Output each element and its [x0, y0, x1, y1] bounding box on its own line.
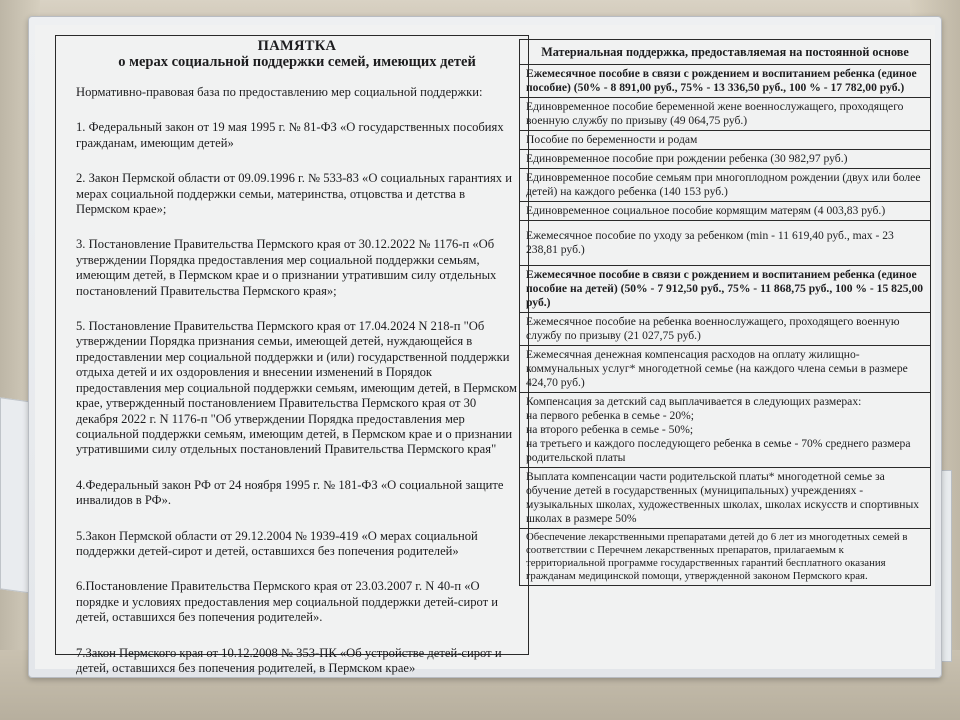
table-row — [520, 346, 931, 393]
table-header-row — [520, 40, 931, 65]
kindergarten-first: на первого ребенка в семье - 20%; — [526, 409, 694, 422]
table-row — [520, 131, 931, 150]
table-row — [520, 221, 931, 266]
law-item: 7.Закон Пермского края от 10.12.2008 № 353-ПК «Об устройстве детей-сирот и детей, оставшихся без попечения родителей, в Пермском крае» — [76, 645, 502, 675]
law-item: 2. Закон Пермской области от 09.09.1996 г. № 533-83 «О социальных гарантиях и мерах социальной поддержки семьи, материнства, отцовства и детства в Пермском крае»; — [76, 171, 512, 217]
table-row — [520, 529, 931, 586]
memo-subtitle: о мерах социальной поддержки семей, имеющих детей — [118, 54, 476, 70]
table-cell: Единовременное пособие беременной жене военнослужащего, проходящего военную службу по призыву (49 064,75 руб.) — [520, 98, 931, 131]
table-cell: Единовременное социальное пособие кормящим матерям (4 003,83 руб.) — [520, 202, 931, 221]
memo-sheet — [35, 25, 935, 675]
law-item: 3. Постановление Правительства Пермского края от 30.12.2022 № 1176-п «Об утверждении Порядка предоставления мер социальной поддержки семьям, имеющим детей, в Пермском крае и о признании утратившим силу отдельных постановлений Правительства Пермского края»; — [76, 237, 497, 298]
memo-panel — [55, 35, 529, 675]
table-row — [520, 313, 931, 346]
memo-title: ПАМЯТКА — [257, 38, 337, 54]
law-item: 4.Федеральный закон РФ от 24 ноября 1995 г. № 181-ФЗ «О социальной защите инвалидов в РФ». — [76, 477, 504, 508]
table-header: Материальная поддержка, предоставляемая на постоянной основе — [520, 40, 931, 65]
table-cell: Ежемесячное пособие в связи с рождением и воспитанием ребенка (единое пособие на детей) (50% - 7 912,50 руб., 75% - 11 868,75 руб., 100 % - 15 825,00 руб.) — [520, 266, 931, 313]
table-row — [520, 150, 931, 169]
table-row — [520, 202, 931, 221]
table-cell-kindergarten — [520, 393, 931, 468]
support-table — [519, 39, 931, 586]
table-cell: Ежемесячное пособие в связи с рождением и воспитанием ребенка (единое пособие) (50% - 8 891,00 руб., 75% - 13 336,50 руб., 100 % - 17 782,00 руб.) — [520, 65, 931, 98]
table-row — [520, 65, 931, 98]
law-item: 1. Федеральный закон от 19 мая 1995 г. № 81-ФЗ «О государственных пособиях гражданам, имеющим детей» — [76, 120, 504, 150]
table-cell: Единовременное пособие при рождении ребенка (30 982,97 руб.) — [520, 150, 931, 169]
memo-intro: Нормативно-правовая база по предоставлению мер социальной поддержки: — [76, 85, 483, 99]
table-cell: Выплата компенсации части родительской платы* многодетной семье за обучение детей в государственных (муниципальных) учреждениях - музыкальных школах, художественных школах, школах искусств и спортивных школах в размере 50% — [520, 468, 931, 529]
table-row — [520, 468, 931, 529]
table-row — [520, 169, 931, 202]
table-cell: Ежемесячная денежная компенсация расходов на оплату жилищно-коммунальных услуг* многодетной семье (на каждого члена семьи в размере 424,70 руб.) — [520, 346, 931, 393]
kindergarten-third: на третьего и каждого последующего ребенка в семье - 70% среднего размера родительской платы — [526, 437, 911, 464]
table-cell: Единовременное пособие семьям при многоплодном рождении (двух или более детей) на каждого ребенка (140 153 руб.) — [520, 169, 931, 202]
kindergarten-intro: Компенсация за детский сад выплачивается в следующих размерах: — [526, 395, 862, 408]
table-cell: Ежемесячное пособие на ребенка военнослужащего, проходящего военную службу по призыву (21 027,75 руб.) — [520, 313, 931, 346]
table-cell: Обеспечение лекарственными препаратами детей до 6 лет из многодетных семей в соответствии с Перечнем лекарственных препаратов, прилагаемым к территориальной программе государственных гарантий бесплатного оказания гражданам медицинской помощи, утвержденной законом Пермского края. — [520, 529, 931, 586]
law-item: 5.Закон Пермской области от 29.12.2004 № 1939-419 «О мерах социальной поддержки детей-сирот и детей, оставшихся без попечения родителей» — [76, 528, 478, 558]
kindergarten-second: на второго ребенка в семье - 50%; — [526, 423, 694, 436]
table-cell: Ежемесячное пособие по уходу за ребенком (min - 11 619,40 руб., max - 23 238,81 руб.) — [520, 221, 931, 266]
law-item: 5. Постановление Правительства Пермского края от 17.04.2024 N 218-п "Об утверждении Порядка признания семьи, имеющей детей, нуждающейся в предоставлении мер социальной поддержки и (или) государственной поддержки отдыха детей и их оздоровления и внесении изменений в Порядок предоставления мер социальной поддержки семьям, имеющим детей, в Пермском крае, утвержденный постановлением Правительства Пермского края от 30 декабря 2022 г. N 1176-п "Об утверждении Порядка предоставления мер социальной поддержки семьям, имеющим детей, в Пермском крае и о признании утратившими силу отдельных постановлений Правительства Пермского края" — [76, 319, 517, 457]
plastic-sleeve — [28, 16, 942, 678]
law-item: 6.Постановление Правительства Пермского края от 23.03.2007 г. N 40-п «О порядке и условиях предоставления мер социальной поддержки детей-сирот и детей, оставшихся без попечения родителей». — [76, 579, 499, 625]
table-cell: Пособие по беременности и родам — [520, 131, 931, 150]
table-row — [520, 266, 931, 313]
table-row — [520, 393, 931, 468]
table-row — [520, 98, 931, 131]
